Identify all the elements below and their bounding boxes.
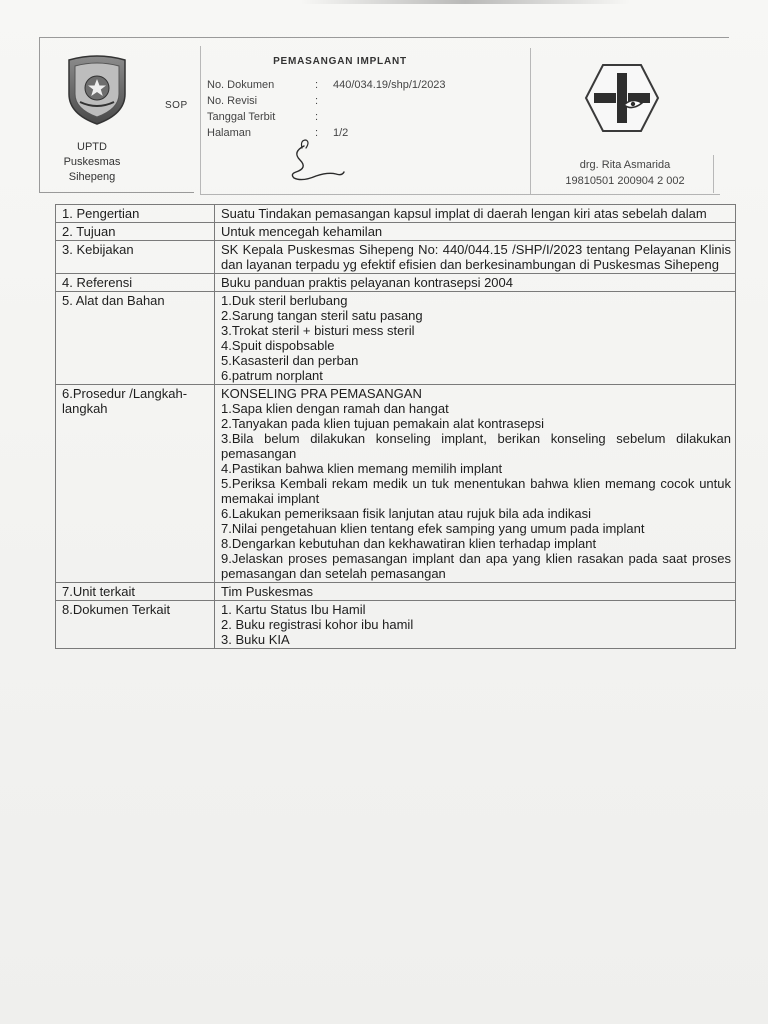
header-bottom-border-left <box>39 192 194 193</box>
meta-row <box>207 125 503 141</box>
meta-row <box>207 77 503 93</box>
row-content <box>215 223 736 241</box>
document-title: PEMASANGAN IMPLANT <box>273 56 407 67</box>
meta-row <box>207 109 503 125</box>
row-line: 2. Buku registrasi kohor ibu hamil <box>221 617 414 632</box>
header-bottom-border-right <box>200 194 720 195</box>
row-content <box>215 601 736 649</box>
row-line: 5.Kasasteril dan perban <box>221 353 359 368</box>
row-line: 2.Tanyakan pada klien tujuan pemakain alat kontrasepsi <box>221 416 545 431</box>
row-line: SK Kepala Puskesmas Sihepeng No: 440/044.15 /SHP/I/2023 tentang Pelayanan Klinis dan layanan terpadu yg efektif efisien dan berkesinambungan di Puskesmas Sihepeng <box>221 242 731 272</box>
row-content <box>215 205 736 223</box>
row-line: 1.Duk steril berlubang <box>221 293 348 308</box>
signer-nip: 19810501 200904 2 002 <box>565 175 685 187</box>
organization-name <box>40 140 144 185</box>
header-divider-right <box>530 48 531 194</box>
header-top-border <box>39 37 729 38</box>
row-label: 2. Tujuan <box>56 223 215 241</box>
row-line: 8.Dengarkan kebutuhan dan kekhawatiran klien terhadap implant <box>221 536 597 551</box>
row-label: 4. Referensi <box>56 274 215 292</box>
row-line: Suatu Tindakan pemasangan kapsul implat di daerah lengan kiri atas sebelah dalam <box>221 206 707 221</box>
sop-label: SOP <box>165 100 188 111</box>
table-row <box>56 292 736 385</box>
meta-value: 1/2 <box>333 127 349 139</box>
document-meta <box>207 77 503 141</box>
table-row <box>56 601 736 649</box>
signer-block <box>535 157 715 189</box>
health-ministry-logo-icon <box>584 63 660 133</box>
row-line: Buku panduan praktis pelayanan kontrasepsi 2004 <box>221 275 513 290</box>
table-row <box>56 205 736 223</box>
row-line: 4.Spuit dispobsable <box>221 338 335 353</box>
row-label: 1. Pengertian <box>56 205 215 223</box>
table-row <box>56 223 736 241</box>
row-label: 3. Kebijakan <box>56 241 215 274</box>
row-line: Untuk mencegah kehamilan <box>221 224 383 239</box>
org-line: UPTD <box>77 141 107 153</box>
org-line: Puskesmas <box>63 156 121 168</box>
row-line: 4.Pastikan bahwa klien memang memilih implant <box>221 461 503 476</box>
row-line: 7.Nilai pengetahuan klien tentang efek samping yang umum pada implant <box>221 521 645 536</box>
row-line: 9.Jelaskan proses pemasangan implant dan apa yang klien rasakan pada saat proses pemasangan dan setelah pemasangan <box>221 551 731 581</box>
meta-colon: : <box>315 127 319 139</box>
signer-name: drg. Rita Asmarida <box>579 159 671 171</box>
row-content <box>215 274 736 292</box>
meta-row <box>207 93 503 109</box>
meta-key: Tanggal Terbit <box>207 111 276 123</box>
signature-icon <box>282 138 352 188</box>
meta-colon: : <box>315 79 319 91</box>
row-line: 6.Lakukan pemeriksaan fisik lanjutan atau rujuk bila ada indikasi <box>221 506 591 521</box>
row-label: 8.Dokumen Terkait <box>56 601 215 649</box>
row-content <box>215 385 736 583</box>
table-row <box>56 274 736 292</box>
header-divider-left <box>200 46 201 194</box>
scan-shadow <box>300 0 630 4</box>
meta-key: No. Revisi <box>207 95 258 107</box>
table-row <box>56 583 736 601</box>
row-content <box>215 241 736 274</box>
row-line: Tim Puskesmas <box>221 584 313 599</box>
row-content <box>215 292 736 385</box>
sop-table <box>55 204 736 649</box>
row-line: 6.patrum norplant <box>221 368 323 383</box>
row-line: 2.Sarung tangan steril satu pasang <box>221 308 423 323</box>
meta-value: 440/034.19/shp/1/2023 <box>333 79 446 91</box>
org-line: Sihepeng <box>68 171 116 183</box>
meta-value <box>333 93 503 109</box>
meta-key: No. Dokumen <box>207 79 275 91</box>
row-line: 1.Sapa klien dengan ramah dan hangat <box>221 401 449 416</box>
table-row <box>56 241 736 274</box>
meta-colon: : <box>315 111 319 123</box>
row-content <box>215 583 736 601</box>
row-line: 3.Bila belum dilakukan konseling implant, berikan konseling sebelum dilakukan pemasangan <box>221 431 731 461</box>
meta-key: Halaman <box>207 127 252 139</box>
row-label: 7.Unit terkait <box>56 583 215 601</box>
row-line: 3.Trokat steril + bisturi mess steril <box>221 323 415 338</box>
meta-colon: : <box>315 95 319 107</box>
row-label: 5. Alat dan Bahan <box>56 292 215 385</box>
row-line: 1. Kartu Status Ibu Hamil <box>221 602 366 617</box>
row-line: 3. Buku KIA <box>221 632 290 647</box>
table-row <box>56 385 736 583</box>
row-label: 6.Prosedur /Langkah-langkah <box>56 385 215 583</box>
puskesmas-emblem-icon <box>66 54 128 126</box>
meta-value <box>333 109 503 125</box>
row-line: 5.Periksa Kembali rekam medik un tuk menentukan bahwa klien memang cocok untuk memakai implant <box>221 476 731 506</box>
row-line: KONSELING PRA PEMASANGAN <box>221 386 422 401</box>
